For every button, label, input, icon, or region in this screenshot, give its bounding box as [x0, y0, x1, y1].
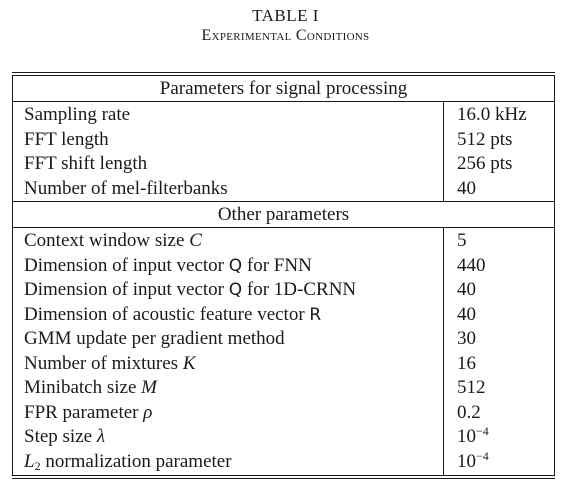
param-value: 16.0 kHz — [457, 104, 527, 125]
param-name: FFT shift length — [24, 153, 148, 174]
section-header-signal-processing — [12, 77, 555, 102]
param-symbol: λ — [96, 426, 106, 447]
param-value: 256 pts — [457, 153, 513, 174]
table-row — [12, 177, 555, 202]
table-row — [12, 103, 555, 128]
section-1-rule — [12, 101, 555, 102]
table-row — [12, 128, 555, 153]
value-exponent: −4 — [476, 424, 489, 438]
param-symbol: K — [182, 352, 196, 374]
param-value: 30 — [457, 328, 476, 349]
param-name — [24, 303, 321, 328]
param-value: 40 — [457, 177, 476, 199]
param-value: 5 — [457, 230, 467, 251]
param-text: Dimension of input vector — [24, 254, 224, 276]
column-divider-bottom — [443, 227, 444, 476]
param-suffix: for FNN — [246, 254, 312, 276]
top-rule-outer — [12, 72, 555, 73]
value-base: 10 — [457, 450, 476, 472]
param-name: Number of mel-filterbanks — [24, 177, 228, 199]
param-value: 0.2 — [457, 401, 481, 423]
param-name — [24, 376, 157, 401]
param-value — [457, 450, 489, 475]
table-row — [12, 450, 555, 475]
value-exponent: −4 — [476, 448, 489, 463]
left-border — [12, 75, 13, 476]
param-symbol: L — [24, 450, 35, 472]
section-header-label: Other parameters — [217, 204, 350, 225]
param-value: 16 — [457, 352, 476, 374]
param-symbol-subscript: 2 — [34, 458, 41, 473]
param-symbol: ρ — [143, 401, 153, 423]
table-title: Experimental Conditions — [201, 27, 370, 44]
param-text: normalization parameter — [45, 450, 232, 472]
param-name — [24, 229, 202, 254]
param-name — [24, 425, 105, 450]
right-border — [554, 75, 555, 476]
param-name — [24, 352, 196, 377]
section-2-top-rule — [12, 201, 555, 202]
table-row — [12, 254, 555, 279]
table-row — [12, 376, 555, 401]
param-symbol: Q — [228, 280, 243, 300]
param-text: FPR parameter — [24, 401, 139, 423]
section-header-label: Parameters for signal processing — [159, 78, 408, 99]
param-value: 440 — [457, 254, 486, 276]
bottom-rule-inner — [12, 475, 555, 476]
table-row — [12, 229, 555, 254]
table-row — [12, 352, 555, 377]
section-header-other-parameters — [12, 203, 555, 228]
param-value — [457, 425, 489, 450]
param-text: Number of mixtures — [24, 352, 179, 374]
table-row — [12, 401, 555, 426]
table-row — [12, 327, 555, 352]
table-row — [12, 425, 555, 450]
param-text: Dimension of input vector — [24, 279, 224, 300]
param-name — [24, 278, 356, 303]
param-symbol: M — [141, 377, 157, 398]
param-name — [24, 450, 232, 475]
param-text: Context window size — [24, 230, 185, 251]
table-row — [12, 152, 555, 177]
param-text: Step size — [24, 426, 93, 447]
table-row — [12, 303, 555, 328]
param-text: Minibatch size — [24, 377, 137, 398]
param-symbol: Q — [228, 255, 243, 276]
top-rule-inner — [12, 75, 555, 76]
param-name: GMM update per gradient method — [24, 328, 285, 349]
column-divider-top — [443, 101, 444, 201]
param-text: Dimension of acoustic feature vector — [24, 303, 305, 325]
param-value: 512 pts — [457, 128, 513, 150]
param-name — [24, 254, 312, 279]
table-row — [12, 278, 555, 303]
value-base: 10 — [457, 426, 476, 447]
param-name: Sampling rate — [24, 104, 131, 125]
param-name: FFT length — [24, 128, 109, 150]
param-value: 512 — [457, 377, 486, 398]
param-symbol: C — [189, 230, 202, 251]
param-symbol: R — [309, 304, 322, 325]
table-number: TABLE I — [252, 6, 319, 25]
param-suffix: for 1D-CRNN — [246, 279, 357, 300]
param-value: 40 — [457, 279, 476, 300]
bottom-rule-outer — [12, 478, 555, 479]
section-2-rule — [12, 227, 555, 228]
param-name — [24, 401, 152, 426]
param-value: 40 — [457, 303, 476, 325]
